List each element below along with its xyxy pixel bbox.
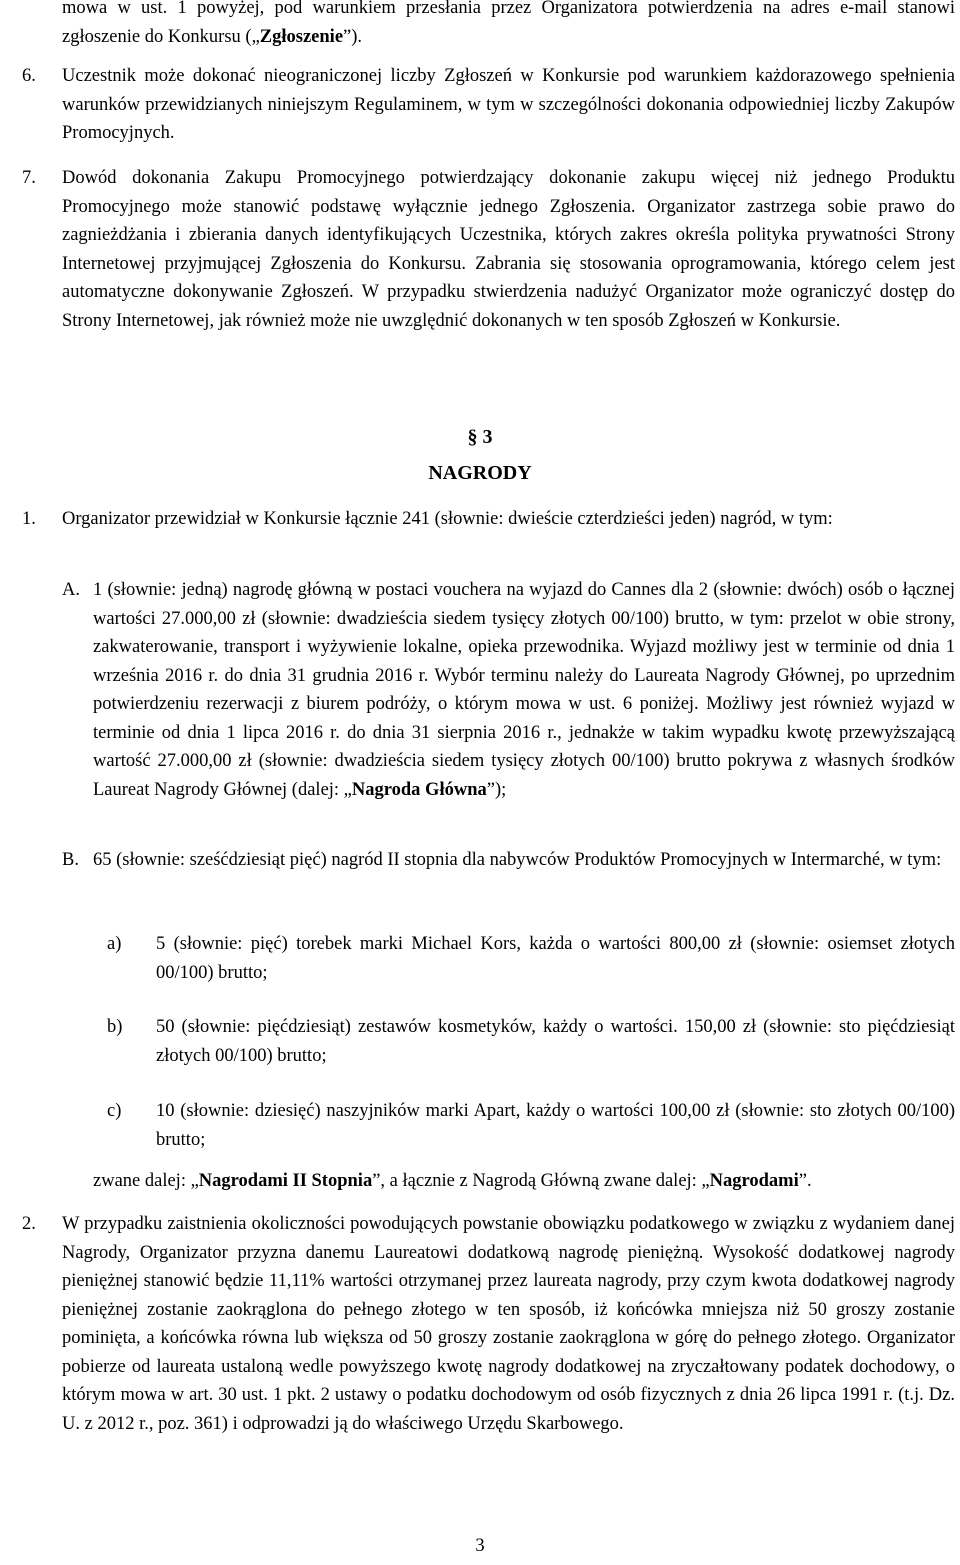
- item-Ba-text: 5 (słownie: pięć) torebek marki Michael Kors, każda o wartości 800,00 zł (słownie: osiemset złotych 00/100) brutto;: [156, 934, 955, 983]
- item-B-label: B.: [62, 850, 79, 870]
- paragraph-7-number: 7.: [22, 168, 36, 188]
- defined-term: Nagrodami: [709, 1171, 799, 1191]
- item-A: [93, 576, 955, 804]
- item-Bc-label: c): [107, 1101, 122, 1121]
- item-Ba-label: a): [107, 934, 122, 954]
- paragraph-7: [62, 164, 955, 335]
- definition-text-end: ”.: [798, 1171, 812, 1191]
- item-A-text: 1 (słownie: jedną) nagrodę główną w postaci vouchera na wyjazd do Cannes dla 2 (słownie: dwóch) osób o łącznej wartości 27.000,00 zł (słownie: dwadzieścia siedem tysięcy złotych 00/100) brutto, w tym: przelot w obie strony, zakwaterowanie, transport i wyżywienie lokalne, opieka przewodnika. Wyjazd możliwy jest w terminie od dnia 1 września 2016 r. do dnia 31 grudnia 2016 r. Wybór terminu należy do Laureata Nagrody Głównej, po uprzednim potwierdzeniu rezerwacji z biurem podróży, o którym mowa w ust. 6 poniżej. Możliwy jest również wyjazd w terminie od dnia 1 lipca 2016 r. do dnia 31 sierpnia 2016 r., jednakże w takim wypadku kwotę przewyższającą wartość 27.000,00 zł (słownie: dwadzieścia siedem tysięcy złotych 00/100) brutto pokrywa z własnych środków Laureat Nagrody Głównej (dalej: „: [93, 580, 955, 800]
- item-A-text-end: ”);: [486, 779, 507, 800]
- item-Bc: [156, 1097, 955, 1154]
- page-number: 3: [475, 1536, 485, 1556]
- paragraph-6: [62, 62, 955, 148]
- item-1: [62, 505, 955, 534]
- definition-text: zwane dalej: „: [93, 1171, 199, 1191]
- defined-term: Nagrodami II Stopnia: [198, 1171, 373, 1191]
- section-symbol: [0, 426, 960, 449]
- paragraph-5-continuation: [62, 0, 955, 51]
- section-number: 3: [482, 426, 493, 448]
- item-2: [62, 1210, 955, 1438]
- section-sign: §: [467, 426, 478, 448]
- item-Ba: [156, 930, 955, 987]
- item-Bc-text: 10 (słownie: dziesięć) naszyjników marki Apart, każdy o wartości 100,00 zł (słownie: sto złotych 00/100) brutto;: [156, 1101, 955, 1150]
- definition-text: ”, a łącznie z Nagrodą Główną zwane dalej: „: [372, 1171, 710, 1191]
- paragraph-text-end: ”).: [343, 26, 363, 47]
- item-B: [93, 846, 955, 875]
- item-Bb: [156, 1013, 955, 1070]
- item-2-number: 2.: [22, 1214, 36, 1234]
- paragraph-text: mowa w ust. 1 powyżej, pod warunkiem przesłania przez Organizatora potwierdzenia na adres e-mail stanowi zgłoszenie do Konkursu („: [62, 0, 955, 47]
- paragraph-6-number: 6.: [22, 66, 36, 86]
- prize-definition-line: [93, 1167, 955, 1196]
- section-title: NAGRODY: [428, 462, 532, 484]
- item-Bb-label: b): [107, 1017, 123, 1037]
- item-1-text: Organizator przewidział w Konkursie łącznie 241 (słownie: dwieście czterdzieści jeden) nagród, w tym:: [62, 509, 833, 529]
- item-B-text: 65 (słownie: sześćdziesiąt pięć) nagród II stopnia dla nabywców Produktów Promocyjnych w Intermarché, w tym:: [93, 850, 942, 870]
- paragraph-7-text: Dowód dokonania Zakupu Promocyjnego potwierdzający dokonanie zakupu więcej niż jednego Produktu Promocyjnego może stanowić podstawę wyłącznie jednego Zgłoszenia. Organizator zastrzega sobie prawo do zagnieżdżania i zbierania danych identyfikujących Uczestnika, których zakres określa polityka prywatności Strony Internetowej przyjmującej Zgłoszenia do Konkursu. Zabrania się stosowania oprogramowania, którego celem jest automatyczne dokonywanie Zgłoszeń. W przypadku stwierdzenia nadużyć Organizator może ograniczyć dostęp do Strony Internetowej, jak również może nie uwzględnić dokonanych w ten sposób Zgłoszeń w Konkursie.: [62, 168, 955, 331]
- defined-term: Zgłoszenie: [259, 26, 344, 47]
- item-2-text: W przypadku zaistnienia okoliczności powodujących powstanie obowiązku podatkowego w związku z wydaniem danej Nagrody, Organizator przyzna danemu Laureatowi dodatkową nagrodę pieniężną. Wysokość dodatkowej nagrody pieniężnej stanowić będzie 11,11% wartości otrzymanej przez laureata nagrody, przy czym kwota dodatkowej nagrody pieniężnej zostanie zaokrąglona do pełnego złotego w ten sposób, iż końcówka mniejsza niż 50 groszy zostanie pominięta, a końcówka równa lub większa od 50 groszy zostanie zaokrąglona w górę do pełnego złotego. Organizator pobierze od laureata ustaloną wedle powyższego kwotę nagrody dodatkowej na zryczałtowany podatek dochodowy, o którym mowa w art. 30 ust. 1 pkt. 2 ustawy o podatku dochodowym od osób fizycznych z dnia 26 lipca 1991 r. (t.j. Dz. U. z 2012 r., poz. 361) i odprowadzi ją do właściwego Urzędu Skarbowego.: [62, 1214, 955, 1434]
- paragraph-6-text: Uczestnik może dokonać nieograniczonej liczby Zgłoszeń w Konkursie pod warunkiem każdorazowego spełnienia warunków przewidzianych niniejszym Regulaminem, w tym w szczególności dokonania odpowiedniej liczby Zakupów Promocyjnych.: [62, 66, 955, 143]
- item-A-label: A.: [62, 580, 80, 600]
- item-1-number: 1.: [22, 509, 36, 529]
- item-Bb-text: 50 (słownie: pięćdziesiąt) zestawów kosmetyków, każdy o wartości. 150,00 zł (słownie: sto pięćdziesiąt złotych 00/100) brutto;: [156, 1017, 955, 1066]
- defined-term: Nagroda Główna: [351, 779, 487, 800]
